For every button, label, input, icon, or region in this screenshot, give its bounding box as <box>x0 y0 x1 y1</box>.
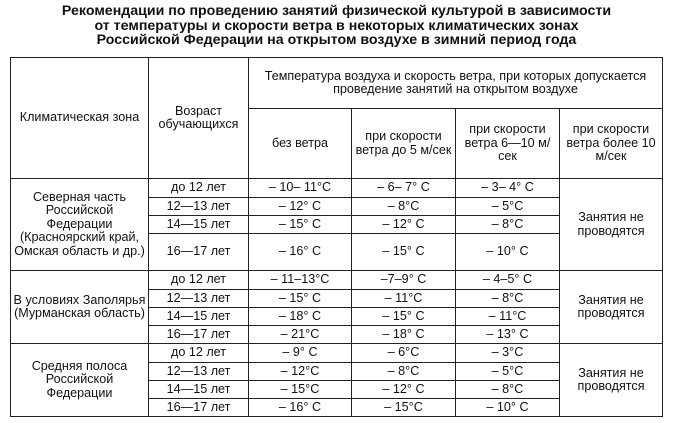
table-row <box>11 271 663 290</box>
header-wind-10plus: при скорости ветра более 10 м/сек <box>560 109 663 179</box>
no-classes-cell: Занятия не проводятся <box>560 179 663 271</box>
temp-wind-6-10-cell: – 3– 4° C <box>456 179 560 198</box>
header-wind-6-10: при скорости ветра 6—10 м/сек <box>456 109 560 179</box>
header-zone: Климатическая зона <box>11 58 149 179</box>
temp-wind-6-10-cell: – 13° C <box>456 326 560 344</box>
temp-wind-6-10-cell: – 8°C <box>456 381 560 399</box>
age-cell: 16—17 лет <box>149 399 249 417</box>
temp-wind-6-10-cell: – 3°C <box>456 344 560 363</box>
zone-cell: В условиях Заполярья (Мурманская область) <box>11 271 149 344</box>
temp-wind-6-10-cell: – 4–5° C <box>456 271 560 290</box>
temp-no-wind-cell: – 11–13°C <box>249 271 352 290</box>
temp-wind-5-cell: – 8°C <box>352 198 456 216</box>
table-row <box>11 344 663 363</box>
temp-wind-5-cell: – 18° C <box>352 326 456 344</box>
no-classes-cell: Занятия не проводятся <box>560 344 663 417</box>
temp-wind-5-cell: – 12° C <box>352 381 456 399</box>
header-no-wind: без ветра <box>249 109 352 179</box>
age-cell: до 12 лет <box>149 344 249 363</box>
temp-wind-5-cell: – 15°C <box>352 399 456 417</box>
age-cell: 14—15 лет <box>149 216 249 234</box>
temp-wind-5-cell: – 8°C <box>352 363 456 381</box>
temp-no-wind-cell: – 10– 11°C <box>249 179 352 198</box>
temp-wind-6-10-cell: – 11°C <box>456 308 560 326</box>
temp-wind-6-10-cell: – 8°C <box>456 216 560 234</box>
temp-wind-5-cell: – 15° C <box>352 234 456 271</box>
header-age: Возраст обучающихся <box>149 58 249 179</box>
title-line: Российской Федерации на открытом воздухе в зимний период года <box>96 32 577 49</box>
temp-no-wind-cell: – 12°C <box>249 363 352 381</box>
age-cell: 16—17 лет <box>149 234 249 271</box>
age-cell: 12—13 лет <box>149 198 249 216</box>
temp-wind-6-10-cell: – 5°C <box>456 198 560 216</box>
temp-no-wind-cell: – 21°C <box>249 326 352 344</box>
zone-cell: Средняя полоса Российской Федерации <box>11 344 149 417</box>
age-cell: 12—13 лет <box>149 290 249 308</box>
temp-no-wind-cell: – 9° C <box>249 344 352 363</box>
table-row <box>11 179 663 198</box>
temp-wind-5-cell: – 12° C <box>352 216 456 234</box>
temp-wind-5-cell: – 6°C <box>352 344 456 363</box>
age-cell: до 12 лет <box>149 271 249 290</box>
temp-no-wind-cell: – 15° C <box>249 290 352 308</box>
temp-wind-6-10-cell: – 8°C <box>456 290 560 308</box>
age-cell: до 12 лет <box>149 179 249 198</box>
temp-no-wind-cell: – 15° C <box>249 216 352 234</box>
title-line: Рекомендации по проведению занятий физической культурой в зависимости <box>61 3 612 19</box>
temp-no-wind-cell: – 18° C <box>249 308 352 326</box>
header-temperature-group: Температура воздуха и скорость ветра, при которых допускается проведение занятий на открытом воздухе <box>249 58 663 109</box>
temp-no-wind-cell: – 16° C <box>249 399 352 417</box>
title-line: от температуры и скорости ветра в некоторых климатических зонах <box>94 17 579 34</box>
no-classes-cell: Занятия не проводятся <box>560 271 663 344</box>
temp-wind-5-cell: –7–9° C <box>352 271 456 290</box>
temp-no-wind-cell: – 12° C <box>249 198 352 216</box>
age-cell: 12—13 лет <box>149 363 249 381</box>
age-cell: 14—15 лет <box>149 381 249 399</box>
header-wind-5: при скорости ветра до 5 м/сек <box>352 109 456 179</box>
age-cell: 14—15 лет <box>149 308 249 326</box>
zone-cell: Северная часть Российской Федерации (Красноярский край, Омская область и др.) <box>11 179 149 271</box>
age-cell: 16—17 лет <box>149 326 249 344</box>
page-title <box>0 4 673 48</box>
temp-wind-5-cell: – 6– 7° C <box>352 179 456 198</box>
temp-no-wind-cell: – 16° C <box>249 234 352 271</box>
temp-wind-5-cell: – 15° C <box>352 308 456 326</box>
temp-wind-5-cell: – 11°C <box>352 290 456 308</box>
temp-wind-6-10-cell: – 10° C <box>456 399 560 417</box>
recommendations-table <box>10 57 663 417</box>
temp-no-wind-cell: – 15°C <box>249 381 352 399</box>
temp-wind-6-10-cell: – 5°C <box>456 363 560 381</box>
temp-wind-6-10-cell: – 10° C <box>456 234 560 271</box>
